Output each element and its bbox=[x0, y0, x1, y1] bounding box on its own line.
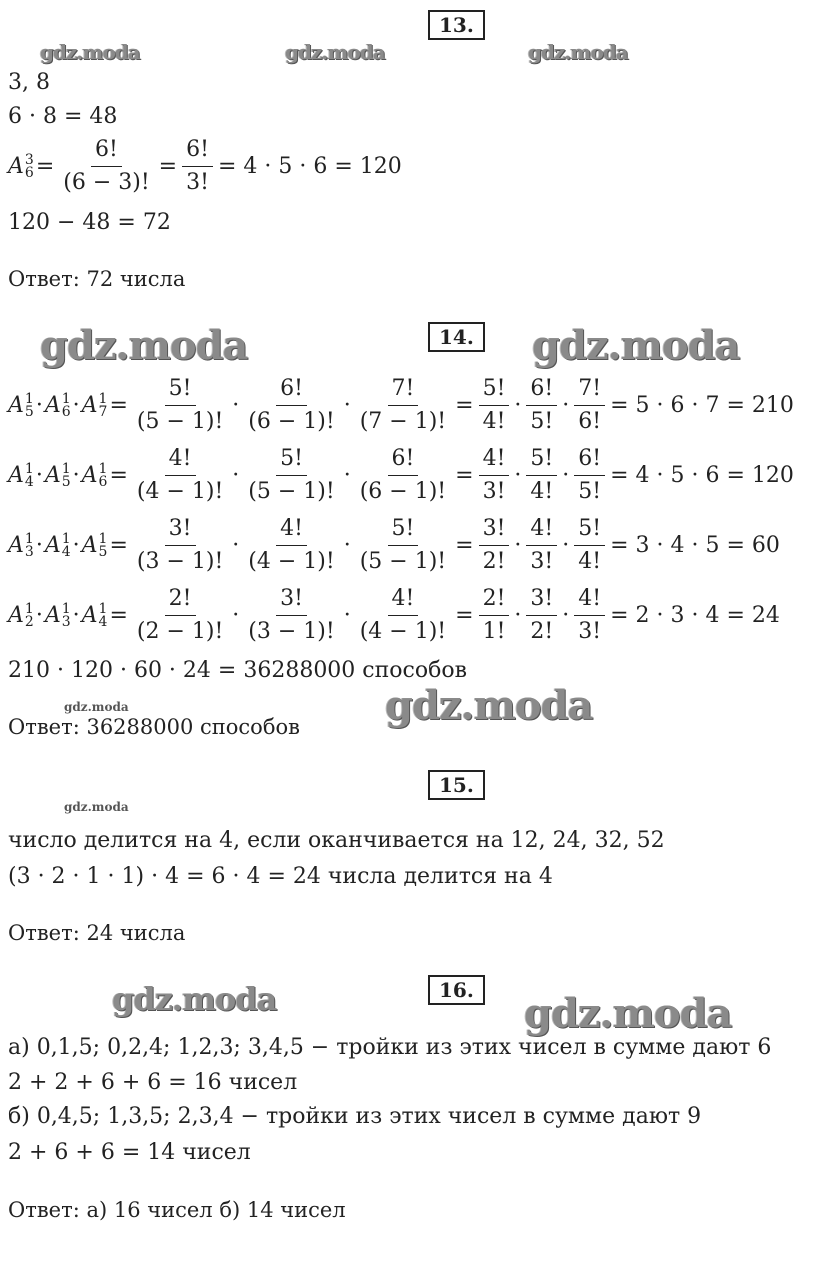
p14-formula-row: A 1 3 · A 1 4 · A 1 5 = $\frac{3!}{(3 - 1)!}$ · $\frac{4!}{(4 - 1)!}$ · $\frac{5!}{(5 - 1)!}$ = $\frac{3!}{2!}$ · $\frac{4!}{3!}$ · $\frac{5!}{4!}$ = 3 · 4 · 5 = 60 bbox=[8, 516, 780, 574]
fraction: $\frac{3!}{2!}$ bbox=[526, 585, 557, 646]
fraction: $\frac{6!}{5!}$ bbox=[526, 375, 557, 436]
fraction: $\frac{5!}{4!}$ bbox=[574, 515, 605, 576]
watermark: gdz.moda bbox=[64, 700, 129, 714]
arrangement-symbol: A 1 3 bbox=[44, 600, 71, 630]
fraction: $\frac{4!}{3!}$ bbox=[574, 585, 605, 646]
fraction: $\frac{5!}{(5 - 1)!}$ bbox=[136, 376, 224, 434]
arrangement-symbol: A 1 2 bbox=[8, 600, 34, 630]
fraction: $\frac{4!}{3!}$ bbox=[479, 445, 510, 506]
fraction: $\frac{4!}{3!}$ bbox=[526, 515, 557, 576]
watermark: gdz.moda bbox=[528, 40, 628, 64]
fraction: $\frac{2!}{(2 - 1)!}$ bbox=[136, 586, 224, 644]
problem-number-13: 13. bbox=[428, 10, 485, 40]
fraction: $\frac{7!}{6!}$ bbox=[574, 375, 605, 436]
watermark: gdz.moda bbox=[532, 322, 740, 369]
problem-number-15: 15. bbox=[428, 770, 485, 800]
p16-answer: Ответ: а) 16 чисел б) 14 чисел bbox=[8, 1198, 346, 1222]
p15-line-2: (3 · 2 · 1 · 1) · 4 = 6 · 4 = 24 числа делится на 4 bbox=[8, 864, 553, 889]
p14-formula-row: A 1 2 · A 1 3 · A 1 4 = $\frac{2!}{(2 - 1)!}$ · $\frac{3!}{(3 - 1)!}$ · $\frac{4!}{(4 - 1)!}$ = $\frac{2!}{1!}$ · $\frac{3!}{2!}$ · $\frac{4!}{3!}$ = 2 · 3 · 4 = 24 bbox=[8, 586, 780, 644]
problem-number-14: 14. bbox=[428, 322, 485, 352]
arrangement-symbol: A 1 6 bbox=[81, 460, 108, 490]
watermark: gdz.moda bbox=[64, 800, 129, 814]
p14-formula-row: A 1 5 · A 1 6 · A 1 7 = $\frac{5!}{(5 - 1)!}$ · $\frac{6!}{(6 - 1)!}$ · $\frac{7!}{(7 - 1)!}$ = $\frac{5!}{4!}$ · $\frac{6!}{5!}$ · $\frac{7!}{6!}$ = 5 · 6 · 7 = 210 bbox=[8, 376, 794, 434]
fraction: $\frac{3!}{(3 - 1)!}$ bbox=[248, 586, 335, 644]
watermark: gdz.moda bbox=[112, 980, 277, 1018]
p14-formula-row: A 1 4 · A 1 5 · A 1 6 = $\frac{4!}{(4 - 1)!}$ · $\frac{5!}{(5 - 1)!}$ · $\frac{6!}{(6 - 1)!}$ = $\frac{4!}{3!}$ · $\frac{5!}{4!}$ · $\frac{6!}{5!}$ = 4 · 5 · 6 = 120 bbox=[8, 446, 794, 504]
p13-formula: A 3 6 = $\frac{6!}{(6 - 3)!}$ = $\frac{6!}{3!}$ = 4 · 5 · 6 = 120 bbox=[8, 137, 402, 195]
fraction: $\frac{6!}{(6 - 1)!}$ bbox=[248, 376, 335, 434]
p16-line-3: б) 0,4,5; 1,3,5; 2,3,4 − тройки из этих чисел в сумме дают 9 bbox=[8, 1104, 702, 1129]
fraction: $\frac{4!}{(4 - 1)!}$ bbox=[248, 516, 335, 574]
fraction: $\frac{6!}{(6 - 3)!}$ bbox=[63, 137, 150, 195]
watermark: gdz.moda bbox=[40, 322, 248, 369]
watermark: gdz.moda bbox=[285, 40, 385, 64]
arrangement-symbol: A 1 6 bbox=[44, 390, 71, 420]
p13-line-2: 6 · 8 = 48 bbox=[8, 104, 118, 129]
fraction: $\frac{6!}{5!}$ bbox=[574, 445, 605, 506]
p15-answer: Ответ: 24 числа bbox=[8, 921, 186, 945]
fraction: $\frac{5!}{4!}$ bbox=[526, 445, 557, 506]
p15-line-1: число делится на 4, если оканчивается на 12, 24, 32, 52 bbox=[8, 828, 665, 853]
p13-line-1: 3, 8 bbox=[8, 70, 50, 95]
fraction: $\frac{5!}{(5 - 1)!}$ bbox=[359, 516, 447, 574]
fraction: $\frac{6!}{(6 - 1)!}$ bbox=[359, 446, 447, 504]
p13-line-4: 120 − 48 = 72 bbox=[8, 210, 171, 235]
problem-number-16: 16. bbox=[428, 975, 485, 1005]
watermark: gdz.moda bbox=[40, 40, 140, 64]
arrangement-symbol: A 3 6 bbox=[8, 151, 34, 181]
fraction: $\frac{4!}{(4 - 1)!}$ bbox=[359, 586, 447, 644]
watermark: gdz.moda bbox=[524, 990, 732, 1037]
p14-total: 210 · 120 · 60 · 24 = 36288000 способов bbox=[8, 658, 467, 683]
p13-answer: Ответ: 72 числа bbox=[8, 267, 186, 291]
arrangement-symbol: A 1 4 bbox=[8, 460, 34, 490]
p14-answer: Ответ: 36288000 способов bbox=[8, 715, 300, 739]
arrangement-symbol: A 1 5 bbox=[8, 390, 34, 420]
arrangement-symbol: A 1 4 bbox=[81, 600, 108, 630]
p16-line-1: а) 0,1,5; 0,2,4; 1,2,3; 3,4,5 − тройки из этих чисел в сумме дают 6 bbox=[8, 1035, 772, 1060]
fraction: $\frac{4!}{(4 - 1)!}$ bbox=[136, 446, 224, 504]
arrangement-symbol: A 1 5 bbox=[81, 530, 108, 560]
fraction: $\frac{6!}{3!}$ bbox=[182, 136, 213, 197]
p16-line-4: 2 + 6 + 6 = 14 чисел bbox=[8, 1140, 251, 1165]
fraction: $\frac{7!}{(7 - 1)!}$ bbox=[359, 376, 447, 434]
arrangement-symbol: A 1 7 bbox=[81, 390, 108, 420]
fraction: $\frac{5!}{4!}$ bbox=[479, 375, 510, 436]
p16-line-2: 2 + 2 + 6 + 6 = 16 чисел bbox=[8, 1070, 298, 1095]
fraction: $\frac{2!}{1!}$ bbox=[479, 585, 510, 646]
fraction: $\frac{5!}{(5 - 1)!}$ bbox=[248, 446, 335, 504]
watermark: gdz.moda bbox=[385, 682, 593, 729]
arrangement-symbol: A 1 4 bbox=[44, 530, 71, 560]
fraction: $\frac{3!}{2!}$ bbox=[479, 515, 510, 576]
arrangement-symbol: A 1 5 bbox=[44, 460, 71, 490]
arrangement-symbol: A 1 3 bbox=[8, 530, 34, 560]
fraction: $\frac{3!}{(3 - 1)!}$ bbox=[136, 516, 224, 574]
